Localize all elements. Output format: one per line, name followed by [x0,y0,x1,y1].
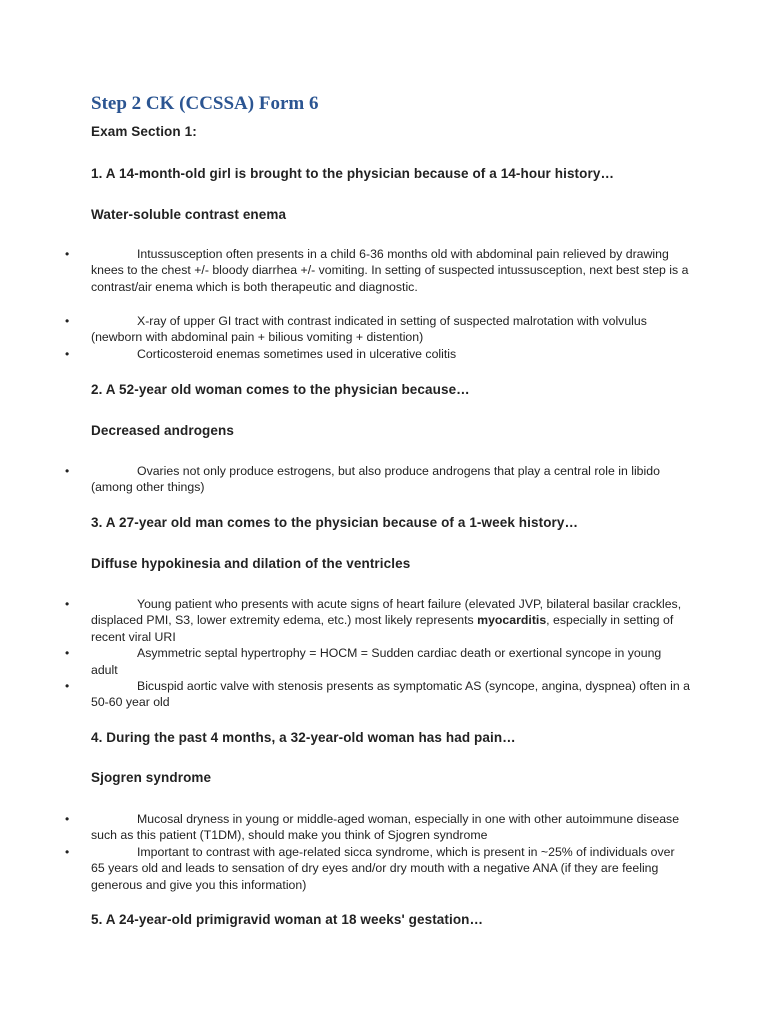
question-3-answer: Diffuse hypokinesia and dilation of the ventricles [91,556,411,571]
list-item [0,313,691,346]
bullet-icon: • [65,597,70,611]
question-2-stem: 2. A 52-year old woman comes to the physician because… [91,382,470,397]
list-item [0,463,691,496]
bullet-icon: • [65,346,70,361]
bullet-icon: • [65,679,70,694]
list-item [0,811,691,844]
list-item [0,645,691,678]
question-1-explanations [0,246,691,295]
bullet-text: Important to contrast with age-related sicca syndrome, which is present in ~25% of individuals over 65 years old and leads to sensation of dry eyes and/or dry mouth with a negative ANA (if they are feeling generous and give you this information) [91,844,675,892]
question-1-explanations-2 [0,313,691,362]
bullet-text-after: , especially in setting of recent viral URI [91,613,674,644]
question-1-stem: 1. A 14-month-old girl is brought to the physician because of a 14-hour history… [91,166,615,181]
bullet-text: Ovaries not only produce estrogens, but also produce androgens that play a central role in libido (among other things) [91,464,660,495]
bullet-icon: • [65,314,70,328]
question-4-explanations [0,811,691,893]
question-3-explanations [0,596,691,711]
bullet-icon: • [65,646,70,661]
section-heading: Exam Section 1: [91,124,197,139]
bullet-text-bold: myocarditis [477,613,547,628]
list-item [0,844,691,893]
list-item [0,596,691,645]
bullet-text: Mucosal dryness in young or middle-aged woman, especially in one with other autoimmune disease such as this patient (T1DM), should make you think of Sjogren syndrome [91,812,680,843]
bullet-text: X-ray of upper GI tract with contrast indicated in setting of suspected malrotation with volvulus (newborn with abdominal pain + bilious vomiting + distention) [91,314,647,345]
bullet-icon: • [65,464,70,478]
list-item [0,678,691,711]
question-5-stem: 5. A 24-year-old primigravid woman at 18 weeks' gestation… [91,912,484,927]
question-1-answer: Water-soluble contrast enema [91,207,287,222]
bullet-text: Bicuspid aortic valve with stenosis presents as symptomatic AS (syncope, angina, dyspnea) often in a 50-60 year old [91,679,690,710]
bullet-text: Asymmetric septal hypertrophy = HOCM = Sudden cardiac death or exertional syncope in young adult [91,646,662,677]
bullet-icon: • [65,812,70,826]
question-4-stem: 4. During the past 4 months, a 32-year-old woman has had pain… [91,730,516,745]
bullet-icon: • [65,247,70,261]
document-title: Step 2 CK (CCSSA) Form 6 [91,93,319,114]
bullet-icon: • [65,844,70,859]
question-2-explanations [0,463,691,496]
question-2-answer: Decreased androgens [91,423,234,438]
bullet-text: Corticosteroid enemas sometimes used in ulcerative colitis [137,346,457,361]
list-item [0,346,691,362]
list-item [0,246,691,295]
question-3-stem: 3. A 27-year old man comes to the physician because of a 1-week history… [91,515,579,530]
bullet-text-before: Young patient who presents with acute signs of heart failure (elevated JVP, bilateral basilar crackles, displaced PMI, S3, lower extremity edema, etc.) most likely represents [91,597,682,628]
bullet-text: Intussusception often presents in a child 6-36 months old with abdominal pain relieved by drawing knees to the chest +/- bloody diarrhea +/- vomiting. In setting of suspected intussusception, next best step is a contrast/air enema which is both therapeutic and diagnostic. [91,247,689,294]
question-4-answer: Sjogren syndrome [91,770,212,785]
